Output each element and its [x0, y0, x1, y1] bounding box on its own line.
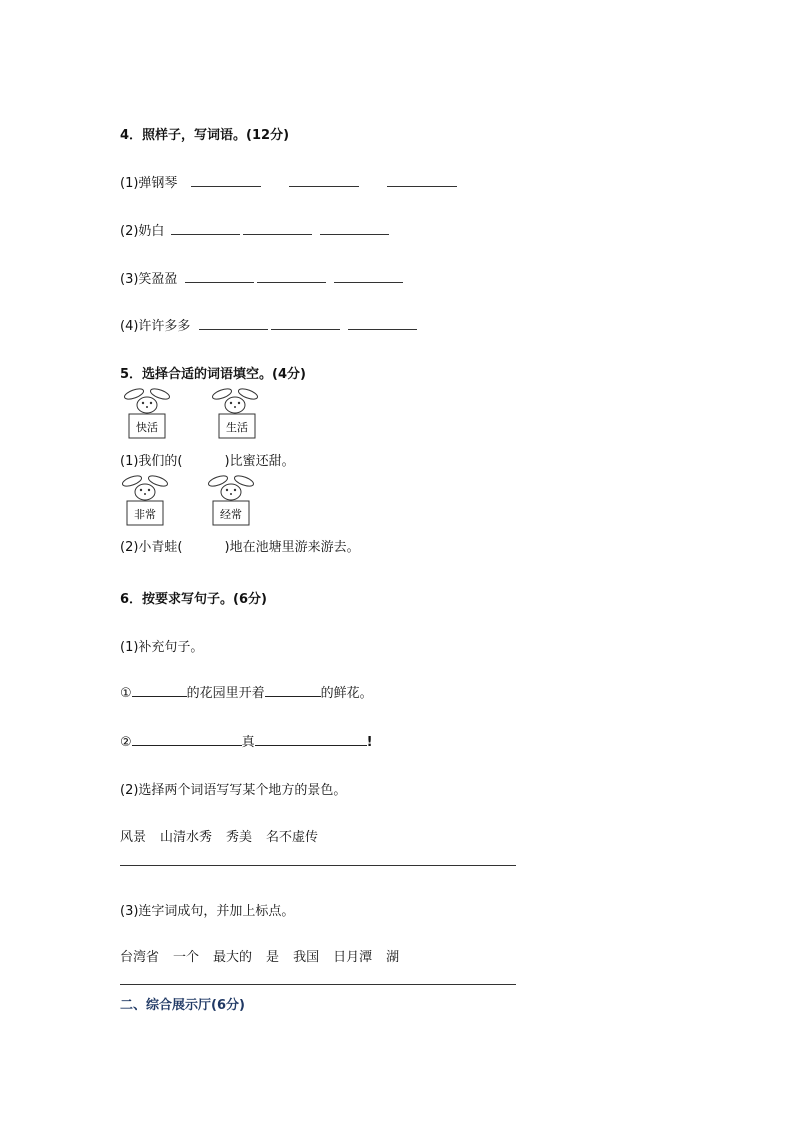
rabbit-card-jingchang-text: 经常: [220, 508, 242, 521]
word-item: 台湾省: [120, 950, 160, 965]
q6-line-2-blank-1[interactable]: [132, 731, 242, 746]
q6-part3-words: [120, 946, 413, 965]
q6-line-1: [120, 682, 373, 701]
rabbit-card-feichang: [118, 472, 174, 528]
q6-line-2-blank-2[interactable]: [255, 731, 367, 746]
q4-item-2-blank-1[interactable]: [171, 234, 240, 235]
q6-part2-answer-line[interactable]: [120, 865, 516, 866]
q4-item-1-label: (1)弹钢琴: [120, 176, 178, 191]
q5-sentence-2-prefix: (2)小青蛙(: [120, 540, 183, 555]
q4-item-4-blank-3[interactable]: [348, 329, 417, 330]
q5-sentence-2-suffix: )地在池塘里游来游去。: [224, 540, 360, 555]
q6-line-1-text-b: 的鲜花。: [320, 686, 373, 701]
word-item: 我国: [293, 950, 320, 965]
word-item: 湖: [386, 950, 400, 965]
q6-line-2: [120, 731, 373, 750]
rabbit-card-kuaihuo: [120, 385, 176, 441]
q4-item-4-blank-2[interactable]: [271, 329, 340, 330]
q6-part2-words: [120, 826, 332, 845]
rabbit-card-jingchang: [204, 472, 260, 528]
q5-sentence-2: [120, 536, 360, 555]
q6-line-1-blank-1[interactable]: [132, 682, 187, 697]
rabbit-card-feichang-text: 非常: [134, 508, 156, 521]
q4-item-3-blank-1[interactable]: [185, 282, 254, 283]
q5-sentence-1-suffix: )比蜜还甜。: [224, 454, 295, 469]
q6-line-2-text-a: 真: [241, 735, 255, 750]
word-item: 日月潭: [333, 950, 373, 965]
q4-item-1-blank-1[interactable]: [191, 186, 261, 187]
word-item: 秀美: [226, 830, 253, 845]
q4-item-1-blank-2[interactable]: [289, 186, 359, 187]
q6-part3-answer-line[interactable]: [120, 984, 516, 985]
q6-part3-label: (3)连字词成句，并加上标点。: [120, 904, 295, 919]
q4-item-3-blank-2[interactable]: [257, 282, 326, 283]
word-item: 一个: [173, 950, 200, 965]
q4-item-3-blank-3[interactable]: [334, 282, 403, 283]
q5-sentence-1-prefix: (1)我们的(: [120, 454, 183, 469]
q4-item-4: [120, 315, 190, 334]
q6-part1-label: (1)补充句子。: [120, 640, 204, 655]
q5-sentence-1: [120, 450, 295, 469]
rabbit-card-shenghuo-text: 生活: [226, 421, 248, 434]
q4-item-2-label: (2)奶白: [120, 224, 165, 239]
q4-item-3: [120, 268, 177, 287]
word-item: 名不虚传: [266, 830, 319, 845]
word-item: 风景: [120, 830, 147, 845]
q4-item-3-label: (3)笑盈盈: [120, 272, 178, 287]
q4-item-2-blank-2[interactable]: [243, 234, 312, 235]
rabbit-card-shenghuo: [208, 385, 264, 441]
word-item: 最大的: [213, 950, 253, 965]
q6-line-1-text-a: 的花园里开着: [186, 686, 265, 701]
q6-part2-label: (2)选择两个词语写写某个地方的景色。: [120, 783, 347, 798]
section-2-title: 二、综合展示厅(6分): [120, 998, 245, 1013]
q6-line-2-text-b: !: [366, 735, 373, 750]
q4-item-1-blank-3[interactable]: [387, 186, 457, 187]
q6-line-1-marker: ①: [120, 686, 132, 701]
q6-title: 6．按要求写句子。(6分): [120, 592, 267, 607]
q4-item-2: [120, 220, 164, 239]
rabbit-card-kuaihuo-text: 快活: [136, 421, 158, 434]
q4-item-1: [120, 172, 177, 191]
word-item: 山清水秀: [160, 830, 213, 845]
q4-item-4-label: (4)许许多多: [120, 319, 191, 334]
q5-title: 5．选择合适的词语填空。(4分): [120, 367, 306, 382]
q4-item-2-blank-3[interactable]: [320, 234, 389, 235]
q6-line-2-marker: ②: [120, 735, 132, 750]
q6-line-1-blank-2[interactable]: [265, 682, 321, 697]
q4-item-4-blank-1[interactable]: [199, 329, 268, 330]
q4-title: 4．照样子，写词语。(12分): [120, 128, 290, 143]
word-item: 是: [266, 950, 280, 965]
